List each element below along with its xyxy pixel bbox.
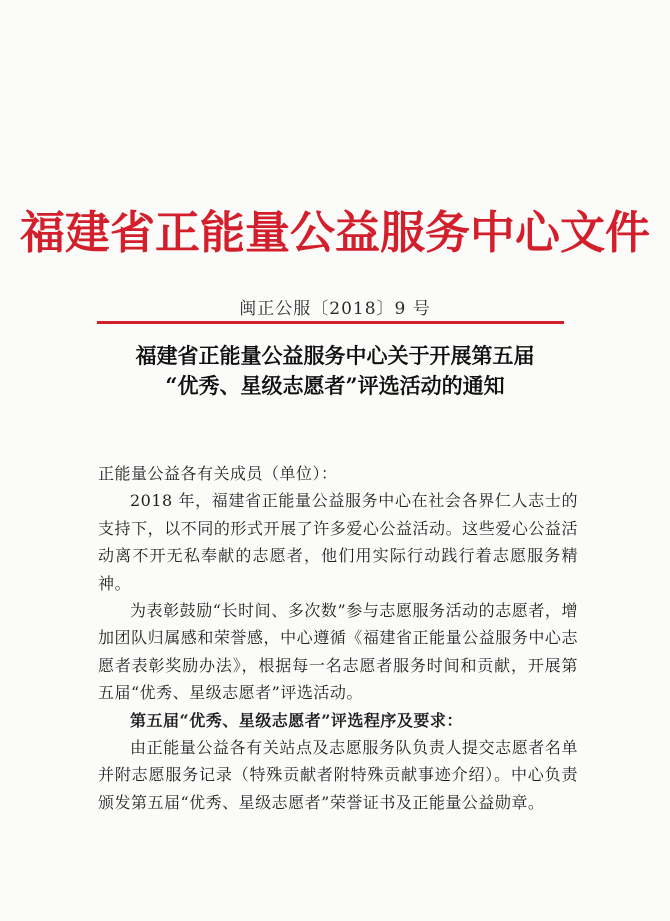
notice-title-line-2: “优秀、星级志愿者”评选活动的通知 bbox=[165, 373, 505, 398]
document-header-title: 福建省正能量公益服务中心文件 bbox=[19, 206, 650, 259]
section-heading: 第五届“优秀、星级志愿者”评选程序及要求： bbox=[130, 710, 463, 730]
salutation: 正能量公益各有关成员（单位）： bbox=[98, 464, 338, 483]
paragraph-3: 由正能量公益各有关站点及志愿服务队负责人提交志愿者名单并附志愿服务记录（特殊贡献者附特殊贡献事迹介绍）。中心负责颁发第五届“优秀、星级志愿者”荣誉证书及正能量公益勋章。 bbox=[98, 738, 578, 812]
red-divider-line bbox=[97, 321, 564, 324]
notice-title-line-1: 福建省正能量公益服务中心关于开展第五届 bbox=[135, 343, 535, 368]
paragraph-1: 2018 年，福建省正能量公益服务中心在社会各界仁人志士的支持下，以不同的形式开展了许多爱心公益活动。这些爱心公益活动离不开无私奉献的志愿者，他们用实际行动践行着志愿服务精神。 bbox=[98, 491, 578, 593]
notice-body bbox=[98, 460, 578, 816]
paragraph-2: 为表彰鼓励“长时间、多次数”参与志愿服务活动的志愿者，增加团队归属感和荣誉感，中心遵循《福建省正能量公益服务中心志愿者表彰奖励办法》，根据每一名志愿者服务时间和贡献，开展第五届“优秀、星级志愿者”评选活动。 bbox=[98, 601, 578, 703]
document-number: 闽正公服〔2018〕9 号 bbox=[239, 299, 431, 319]
notice-title bbox=[0, 341, 670, 401]
